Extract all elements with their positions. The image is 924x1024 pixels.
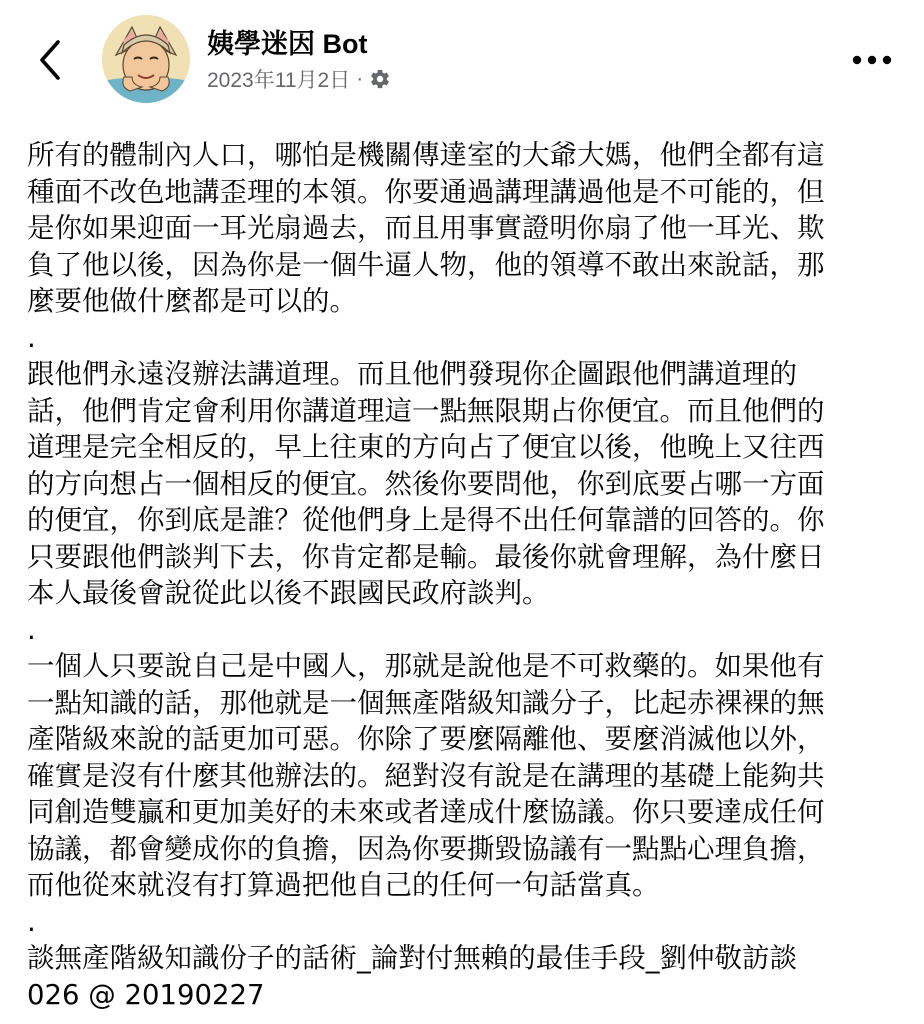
post-date[interactable]: 2023年11月2日 [207, 69, 351, 92]
post-meta [207, 64, 391, 94]
meta-separator: · [356, 67, 364, 90]
post-paragraph-2: 跟他們永遠沒辦法講道理。而且他們發現你企圖跟他們講道理的 話，他們肯定會利用你講道理這一點無限期占你便宜。而且他們的 道理是完全相反的，早上往東的方向占了便宜以後，他晚上又往西 的方向想占一個相反的便宜。然後你要問他，你到底要占哪一方面 的便宜，你到底是誰？從他們身上是得不出任何靠譜的回答的。你 只要跟他們談判下去，你肯定都是輸。最後你就會理解，為什麼日 本人最後會說從此以後不跟國民政府談判。 [27, 358, 825, 609]
avatar-illustration [102, 15, 190, 103]
post-source-caption: 談無產階級知識份子的話術_論對付無賴的最佳手段_劉仲敬訪談 026 @ 20190227 [27, 942, 797, 1011]
gear-icon [369, 68, 391, 90]
post-header [0, 0, 924, 118]
back-button[interactable] [32, 36, 72, 84]
more-horizontal-icon [848, 40, 896, 80]
page-name[interactable]: 姨學迷因 Bot [207, 29, 368, 59]
chevron-left-icon [32, 36, 72, 84]
more-options-button[interactable] [848, 40, 896, 80]
paragraph-separator: . [27, 905, 36, 938]
post-body [27, 137, 907, 1013]
paragraph-separator: . [27, 321, 36, 354]
post-paragraph-3: 一個人只要說自己是中國人，那就是說他是不可救藥的。如果他有 一點知識的話，那他就是一個無產階級知識分子，比起赤裸裸的無 產階級來說的話更加可惡。你除了要麼隔離他、要麼消滅他以外， 確實是沒有什麼其他辦法的。絕對沒有說是在講理的基礎上能夠共 同創造雙贏和更加美好的未來或者達成什麼協議。你只要達成任何 協議，都會變成你的負擔，因為你要撕毀協議有一點點心理負擔， 而他從來就沒有打算過把他自己的任何一句話當真。 [27, 650, 825, 901]
post-paragraph-1: 所有的體制內人口，哪怕是機關傳達室的大爺大媽，他們全都有這 種面不改色地講歪理的本領。你要通過講理講過他是不可能的，但 是你如果迎面一耳光扇過去，而且用事實證明你扇了他一耳光、欺 負了他以後，因為你是一個牛逼人物，他的領導不敢出來說話，那 麼要他做什麼都是可以的。 [27, 139, 825, 317]
paragraph-separator: . [27, 613, 36, 646]
avatar[interactable] [102, 15, 190, 103]
